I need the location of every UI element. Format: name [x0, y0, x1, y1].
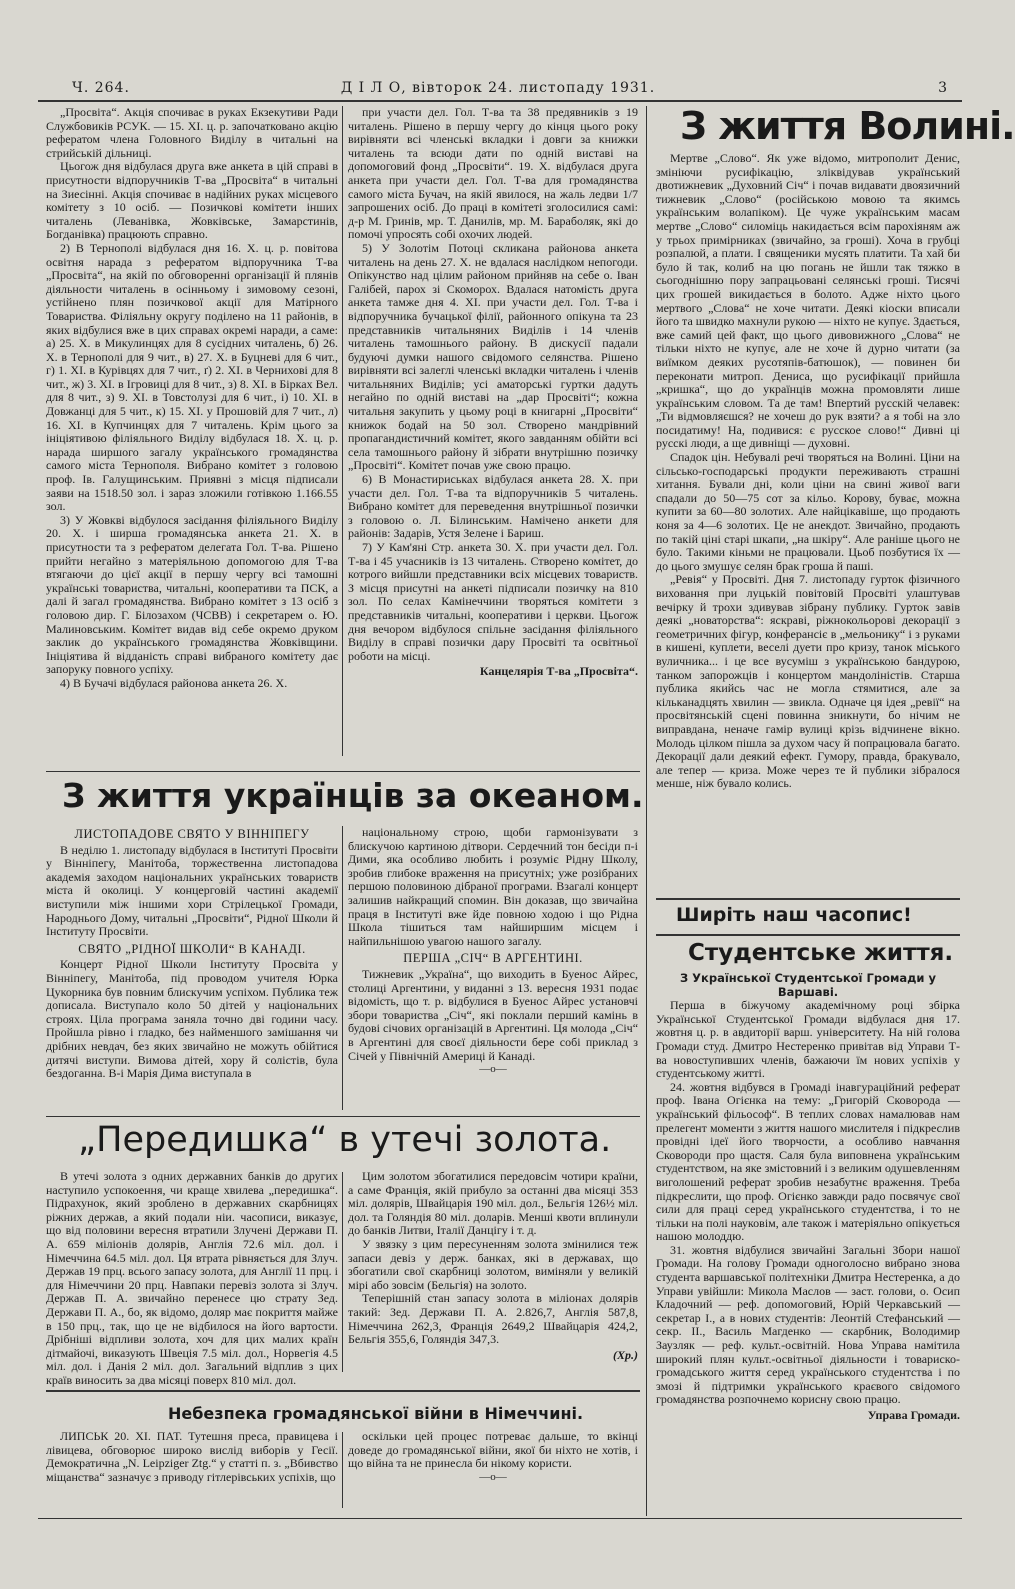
paragraph: національному строю, щоби гармонізувати з блискучою картиною дітвори. Сердечний тон бесіди п-і Дими, яка особливо любить і розуміє Рідну Школу, зробив глибоке враження на присутніх; уже розібраних першою половиною дібраної програми. Взагалі концерт залишив найкращий спомин. Він доказав, що звичайна праця в Інституті вже йде повною ходою і що Рідна Школа тішиться там найширшим місцем і найпильнішою увагою нашого загалу.	[348, 825, 638, 948]
ocean-title: З життя українців за океаном.	[62, 776, 644, 815]
spread-banner: Ширіть наш часопис!	[676, 904, 912, 926]
paragraph: 7) У Кам'яні Стр. анкета 30. X. при участи дел. Гол. Т-ва і 45 учасників із 13 читалень. Створено комітет, до котрого вийшли представники всіх місцевих товариств. З місця присутні на анкеті підписали позичку на 810 зол. По селах Камінеччини творяться комітети з представників читальні, кооперативи і церкви. Цьогож дня вечором відбулося спільне засідання філіяльного Виділу в справі позички дару Просвіті та освітньої роботи на місці.	[348, 540, 638, 663]
right-column-rule	[646, 106, 647, 1516]
ocean-col2	[348, 826, 638, 1110]
paragraph: Мертве „Слово“. Як уже відомо, митрополит Денис, змініючи русифікацію, зліквідував український двотижневик „Духовний Січ“ і почав видавати двоязичний тижневик „Слово“ (російською мовою та якимсь українським волапіком). Це чуже українським масам мертве „Слово“ силоміць накидається всім парохіяням аж у трьох примірниках (звичайно, за гроші). Хоча в грубці розпалюй, а плати. І священики мусять платити. Та хай би було й так, колиб на цю погань не йшли так тяжко в сьогоднішню пору запрацьовані селянські гроші. Тисячі цих грошей викидається в болото. Адже ніхто цього мертвого „Слова“ не хоче читати. Деякі кіоски вписали його та швидко махнули рукою — ніхто не купує. Здається, вже самий цей факт, що цього дивовижного „Слова“ не тільки ніхто не купує, але не хоче й дурно читати (за виїмком деяких русотяпів-батюшок), — повинен би переконати митроп. Дениса, що русифікації прийшла „кришка“, що до українців можна промовляти лише українським словом. Та де там! Впертий русскій челавек: „Ти відмовляєшся? не хочеш до рук взяти? а я тобі на зло посидатиму! На, подивися: є русское слово!“ Дивні ці русскі люди, а ще дивніщі — духовні.	[656, 151, 960, 451]
column-rule	[342, 1432, 343, 1508]
separator: —о—	[479, 1063, 507, 1076]
paragraph: 5) У Золотім Потоці скликана районова анкета читалень на день 27. X. не вдалася наслідком непогоди. Опікунство над цілим районом прийняв на себе о. Іван Галібей, парох зі Скоморох. Вдалася натомість друга анкета тамже дня 4. XI. при участи дел. Гол. Т-ва і відпоручника бучацької філії, районного опікуна та 23 представників читальняних Виділів і 14 членів читалень тамошнього району. В дискусії падали будуючі думки нашого свідомого селянства. Рішено вирівняти всі залеглі членські вкладки читалень і членів читальняних Виділів; усі аматорські гуртки дадуть негайно по одній виставі на „дар Просвіті“; кожна читальня закупить у цьому році в книгарні „Просвіти“ книжок бодай на 50 зол. Створено мандрівний пропагандистичний комітет, якого завданням обійти всі села тамошнього району й зібрати внутрішню позичку „Просвіті“. Комітет почав уже свою працю.	[348, 240, 638, 473]
paragraph: 6) В Монастириськах відбулася анкета 28. X. при участи дел. Гол. Т-ва та відпоручників 5 читалень. Вибрано комітет для переведення внутрішньої позички з головою о. Л. Білинським. Намічено анкети для районів: Задарів, Устя Зелене і Бариш.	[348, 472, 638, 541]
gold-col2	[348, 1170, 638, 1376]
germany-col1	[46, 1430, 338, 1512]
gold-signature: (Хр.)	[613, 1347, 638, 1362]
subhead: ПЕРША „СІЧ“ В АРГЕНТИНІ.	[403, 951, 583, 966]
paragraph: 3) У Жовкві відбулося засідання філіяльного Виділу 20. X. і ширша громадянська анкета 21. X. в присутности та з рефератом делегата Гол. Т-ва. Рішено прийти негайно з матеріяльною допомогою для Т-ва втягаючи до цієї акції в першу чергу всі тамошні українські товариства, читальні, кооперативи та ПСК, а далі й загал громадянства. Вибрано комітет з 13 осіб з головою дир. Г. Білозахом (ЧСВВ) і секретарем о. Ю. Малиновським. Комітет видав від себе окремо друком заклик до українського громадянства Жовківщини. Ініціятива й відданість справі вибраного комітету дає запоруку повного успіху.	[46, 512, 338, 677]
volyn-title: З життя Волині.	[680, 104, 1015, 148]
paragraph: при участи дел. Гол. Т-ва та 38 предявників з 19 читалень. Рішено в першу чергу до кінця цього року вирівняти всі членські вкладки і довги за книжки читалень та всюди дати по одній виставі на допомоговий фонд „Просвіти“. 19. X. відбулася друга анкета при участи дел. Гол. Т-ва для громадянства самого міста Бучач, на якій явилося, на жаль ледви 1/7 запрошених осіб. До праці в комітеті зголосилися самі: д-р М. Гринів, мр. Т. Данилів, мр. М. Бараболяк, які до помочі упросять собі охочих людей.	[348, 105, 638, 242]
prosvita-signature: Канцелярія Т-ва „Просвіта“.	[479, 664, 638, 679]
paragraph: „Просвіта“. Акція спочиває в руках Екзекутиви Ради Службовиків РСУК. — 15. XI. ц. р. започатковано акцію рефератом члена Головного Виділу в читальні на стрийській дільниці.	[46, 105, 338, 160]
paragraph: Тижневик „Україна“, що виходить в Буенос Айрес, столиці Аргентини, у виданні з 13. вересня 1931 подає відомість, що т. р. відбулися в Буенос Айрес установчі збори товариства „Січ“, які поклали перший камінь в будові січових організацій в Аргентині. Ця молода „Січ“ в Аргентині для своєї діяльности бере собі приклад з Січей у Північній Америці й Канаді.	[348, 966, 639, 1063]
paragraph: В неділю 1. листопаду відбулася в Інституті Просвіти у Вінніпегу, Манітоба, торжественна листопадова академія заходом національних українських товариств міста й околиці. У концерговій частині академії виступили між іншими хори Стрілецької Громади, Народнього Дому, читальні „Просвіти“, Рідної Школи й Інституту Просвіти.	[46, 842, 338, 939]
banner-rule-top	[656, 898, 960, 900]
germany-col2	[348, 1430, 638, 1512]
subhead: ЛИСТОПАДОВЕ СВЯТО У ВІННІПЕГУ	[74, 827, 310, 841]
paragraph: Концерт Рідної Школи Інституту Просвіта у Вінніпегу, Манітоба, під проводом учителя Юрка Цукорника був повним блискучим успіхом. Публика теж дописала. Виступало коло 50 дітей у національних строях. Цілa програма заняла точно дві години часу. Пройшла рівно і гладко, без найменшого замішання чи дрібних невдач, без яких звичайно не можуть обійтися дитячі виступи. Вимова дітей, хору й солістів, була бездоганна. В-і Марія Дима виступала в	[46, 957, 338, 1081]
prosvita-article-col1	[46, 106, 338, 760]
gold-col1	[46, 1169, 338, 1387]
bottom-rule	[38, 1518, 962, 1519]
paragraph: оскільки цей процес потреває дальше, то вкінці доведе до громадянської війни, якої би ніхто не хотів, і що війна та не принесла би нікому користи.	[348, 1429, 638, 1471]
page-header	[38, 78, 958, 102]
paragraph: 31. жовтня відбулися звичайні Загальні Збори нашої Громади. На голову Громади одноголосно вибрано знова студента варшавської політехніки Дмитра Нестеренка, а до Управи увійшли: Микола Маслов — заст. голови, о. Осип Кладочний — реф. допомоговий, Юрій Черкавський — секретар І., а в нових студентів: Леонтій Стефанський — секр. ІІ., Василь Магденко — скарбник, Володимир Заузляк — реф. культ.-освітній. Нова Управа намітила широкий плян культ.-освітньої діяльности і товариско-громадського життя серед українського студентства і по змозі й підтримки українського краєвого свідомого громадянства розпочнемо корисну свою працю.	[656, 1242, 960, 1407]
section-rule	[46, 1116, 640, 1117]
paragraph: Спадок цін. Небувалі речі творяться на Волині. Ціни на сільсько-господарські продукти переживають страшні хитання. Бували дні, коли ціни на свині живої ваги спадали до 50—75 сот за кільо. Корову, буває, можна купити за 60—80 золотих. Але найцікавіше, що продають коня за 4—6 золотих. Це не анекдот. Звичайно, продають по такій ціні старі шкапи, „на шкіру“. Але раніше цього не було. Такими кіньми не працювали. Цьоб позбутися їх — до цього змушує селян брак гроша й паші.	[656, 450, 960, 573]
paragraph: 24. жовтня відбувся в Громаді інавгураційний реферат проф. Івана Огієнка на тему: „Григорій Сковорода — український фільософ“. В теплих словах намалював нам прелегент моменти з життя нашого мислителя і підкреслив провідні ідеї його творчости, а особливо навчання Сковороди про щастя. Саля була виповнена українським студентством, на яке змістовний і з великим одушевленням виголошений реферат зробив незабутнє враження. Треба підкреслити, що проф. Огієнко завжди радо посвячує свої сили для праці серед українського студентства, і то не тільки на полі науковім, але також і матеріяльно опікується нашою молоддю.	[656, 1079, 960, 1244]
separator: —о—	[479, 1470, 507, 1483]
paragraph: Перша в біжучому академічному році збірка Української Студентської Громади відбулася дня 17. жовтня ц. р. в авдиторії варш. університету. На ній голова Громади студ. Дмитро Нестеренко привітав від Управи Т-ва новоступивших членів, бажаючи їм нових успіхів у студентському житті.	[656, 998, 960, 1081]
issue-number: Ч. 264.	[72, 80, 130, 96]
header-rule	[38, 100, 962, 102]
students-title: Студентське життя.	[688, 940, 954, 966]
paragraph: 4) В Бучачі відбулася районова анкета 26. X.	[60, 675, 288, 690]
paragraph: „Ревія“ у Просвіті. Дня 7. листопаду гурток фізичного виховання при луцькій повітовій Просвіті улаштував вечірку й трохи здивував зібрану публику. Гурток завів деякі „новаторства“: яскраві, ріжнокольорові декорації з геометричних фігур, конферансіє в „мельонику“ і з руками в кишені, куплети, веселі дуети про кризу, танок міського вуличника... і це все вусуміш з українською бандурою, танком запорожців і концертом мандоліністів. Старша публика якийсь час не могла стямитися, але за кільканадцять хвилин — звикла. Одначе ця ідея „ревії“ на просвітянській сцені повинна зникнути, бо нічим не виправдана, неначе гамір вулиці крізь відчинене вікно. Молодь цілком пішла за духом часу й попрацювала багато. Декорації дали деякий ефект. Гумору, правда, бракувало, але тепер — криза. Може через те й публики зібралося менше, ніж бувало колись.	[656, 572, 960, 791]
volyn-article	[656, 152, 960, 900]
banner-rule-bottom	[656, 934, 960, 936]
paragraph: В утечі золота з одних державних банків до других наступило успокоення, чи краще хвилева „передишка“. Підрахунок, який зроблено в державних скарбницях ріжних держав, а який подали ніи. часописи, виказує, що від половини вересня втратили Злучені Держави П. А. 659 міліонів долярів, Англія 72.6 міл. дол. і Німеччина 64.5 міл. дол. Ця втрата рівняється для Злуч. Держав 19 прц. всього запасу золота, для Англії 11 прц. і для Німеччини 20 прц. Навпаки перевіз золота зі Злуч. Держав П. А. звичайно перенесе цю страту Зед. Держави П. А., бо, як відомо, доляр має покриття майже в 150 прц., так, що це не відбилося на його вартости. Дрібніші відпливи золота, хоч для цих малих країн дітмайочі, виказують Швеція 7.5 міл. дол., Норвегія 4.5 міл. дол. і Данія 2 міл. дол. Загальний відплив з цих країв виносить за два місяці поверх 810 міл. дол.	[46, 1169, 338, 1387]
page-number: 3	[938, 80, 948, 96]
paragraph: У звязку з цим пересуненням золота змінилися теж запаси девіз у держ. банках, які в державах, що збогатили свої скарбниці золотом, виміняли у великій мірі або зовсім (Бельгія) на золото.	[348, 1236, 638, 1292]
students-subtitle: З Української Студентської Громади у Варшаві.	[680, 971, 936, 999]
students-article	[656, 972, 960, 1508]
students-signature: Управа Громади.	[867, 1408, 960, 1422]
paragraph: 2) В Тернополі відбулася дня 16. X. ц. р. повітова освітня нарада з рефератом відпоручника Т-ва „Просвіта“, на якій по обговоренні організації й плянів діяльности читалень в осінньому і зимовому сезоні, устійнено плян позичкової акції для Матірного Товариства. Філіяльну округу поділено на 11 районів, в яких відбулися вже в цих справах окремі наради, а саме: а) 25. X. в Микулинцях для 8 сусідних читалень, б) 26. X. в Тернополі для 9 чит., в) 27. X. в Буцневі для 6 чит., г) 1. XI. в Курівцях для 7 чит., ґ) 2. XI. в Черниховi для 8 чит., ж) 3. XI. в Ігровиці для 8 чит., з) 8. XI. в Бірках Вел. для 8 чит., з) 9. XI. в Товстолузі для 6 чит., і) 10. XI. в Довжанці для 5 чит., к) 15. XI. у Прошовій для 7 чит., л) 16. XI. в Купчинцях для 7 читалень. Крім цього за ініціятивою філіяльного Виділу відбулася 18. X. ц. р. нарада ширшого загалу українського громадянства самого міста Тернополя. Вибрано комітет з головою проф. Ів. Галущинським. Приявні з місця підписали заяви на 1518.50 зол. і зараз зложили готівкою 1.166.55 зол.	[46, 240, 338, 514]
section-rule	[46, 771, 640, 772]
subhead: СВЯТО „РІДНОЇ ШКОЛИ“ В КАНАДІ.	[78, 941, 306, 956]
paragraph: ЛИПСЬК 20. XI. ПАТ. Тутешня преса, правицева і лівицева, обговорює широко вислід виборів у Гесії. Демократична „N. Leipziger Ztg.“ у статті п. з. „Вбивство міщанства“ зазначує з приводу гітлерівських успіхів, що	[46, 1429, 338, 1484]
masthead: Д І Л О, вівторок 24. листопаду 1931.	[340, 80, 656, 96]
column-rule	[342, 1172, 343, 1372]
gold-title: „Передишка“ в утечі золота.	[78, 1120, 612, 1160]
prosvita-article-col2	[348, 106, 638, 766]
column-rule	[342, 106, 343, 756]
paragraph: Цим золотом збогатилися передовсім чотири країни, а саме Франція, якій прибуло за останні два місяці 353 міл. долярів, Швайцарія 190 міл. дол., Бельгія 126½ міл. дол. та Голяндія 80 міл. доларів. Менші квоти вплинули до банків Литви, Італії Данцігу і т. д.	[348, 1169, 638, 1238]
section-rule	[46, 1390, 640, 1392]
germany-title: Небезпека громадянської війни в Німеччині.	[168, 1404, 584, 1423]
paragraph: Теперішній стан запасу золота в міліонах долярів такий: Зед. Держави П. А. 2.826,7, Англія 587,8, Німеччина 262,3, Франція 2649,2 Швайцарія 424,2, Бельгія 355,6, Голяндія 347,3.	[348, 1291, 638, 1347]
ocean-col1	[46, 824, 338, 1116]
paragraph: Цьогож дня відбулася друга вже анкета в цій справі в присутности відпоручників Т-ва „Просвіта“ в читальні на Зиесінні. Акція спочиває в надійних руках місцевого комітету з 10 осіб. — Позичкові комітети інших читалень (Леванівка, Жовківське, Замарстинів, Богданівка) працюють справно.	[46, 159, 338, 242]
column-rule	[342, 826, 343, 1110]
